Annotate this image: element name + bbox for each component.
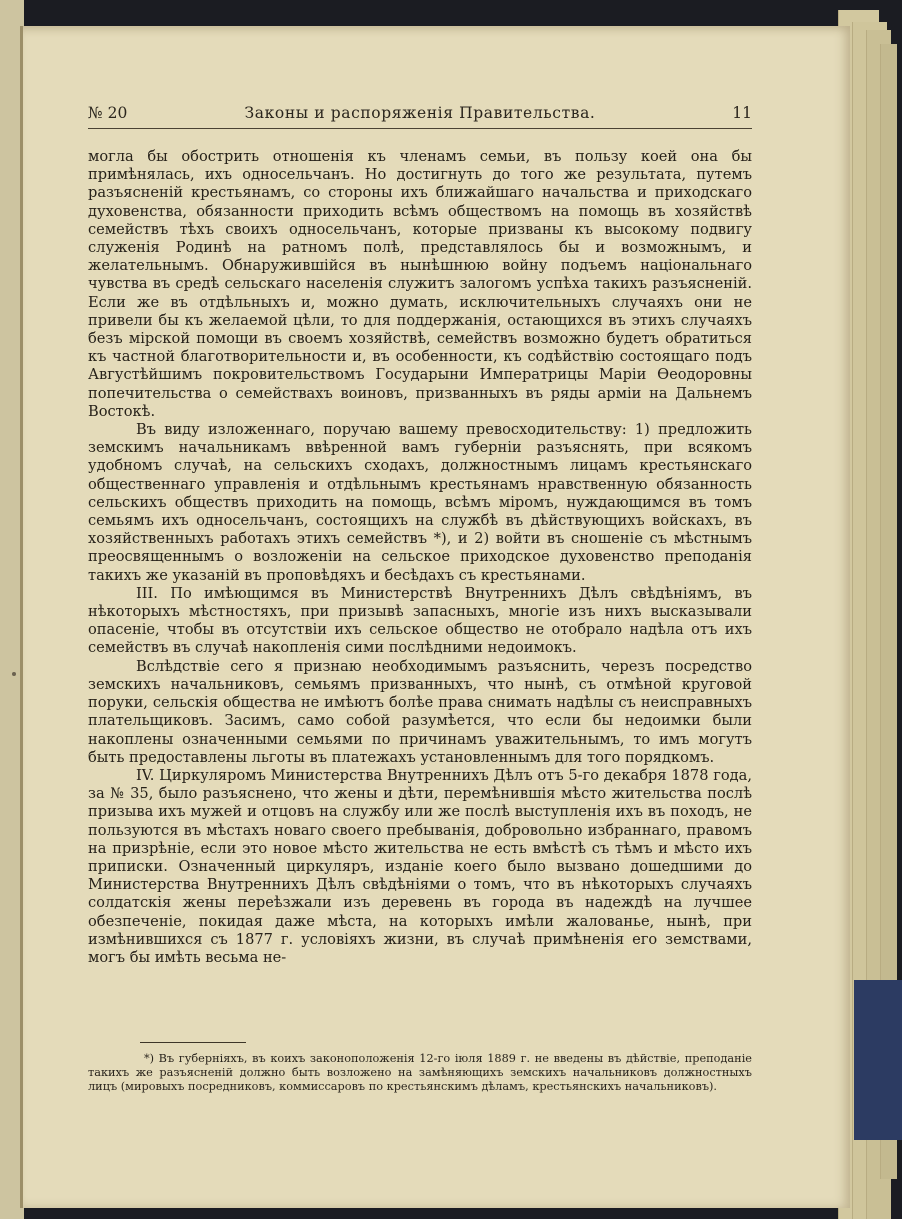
page-number: 11: [732, 104, 752, 122]
footnote-text: *) Въ губерніяхъ, въ коихъ законоположенія 12-го іюля 1889 г. не введены въ дѣйствіе, преподаніе такихъ же разъясненій должно быть возложено на замѣняющихъ земскихъ начальниковъ должностныхъ лицъ (мировыхъ посредниковъ, коммиссаровъ по крестьянскимъ дѣламъ, крестьянскихъ начальниковъ).: [88, 1052, 752, 1094]
paragraph: III. По имѣющимся въ Министерствѣ Внутреннихъ Дѣлъ свѣдѣніямъ, въ нѣкоторыхъ мѣстностяхъ, при призывѣ запасныхъ, многіе изъ нихъ высказывали опасеніе, чтобы въ отсутствіи ихъ сельское общество не отобрало надѣла отъ ихъ семействъ въ случаѣ накопленія сими послѣдними недоимокъ.: [88, 584, 752, 657]
footnote: [88, 1052, 752, 1095]
issue-number: № 20: [88, 104, 128, 122]
header-title: Законы и распоряженія Правительства.: [244, 104, 596, 122]
body-text: [88, 148, 752, 967]
paragraph: могла бы обострить отношенія къ членамъ семьи, въ пользу коей она бы примѣнялась, ихъ односельчанъ. Но достигнуть до того же результата, путемъ разъясненій крестьянамъ, со стороны ихъ ближайшаго начальства и приходскаго духовенства, обязанности приходить всѣмъ обществомъ на помощь въ хозяйствѣ семействъ тѣхъ своихъ односельчанъ, которые призваны къ высокому подвигу служенія Родинѣ на ратномъ полѣ, представлялось бы и возможнымъ, и желательнымъ. Обнаружившійся въ нынѣшнюю войну подъемъ національнаго чувства въ средѣ сельскаго населенія служитъ залогомъ успѣха такихъ разъясненій. Если же въ отдѣльныхъ и, можно думать, исключительныхъ случаяхъ они не привели бы къ желаемой цѣли, то для поддержанія, остающихся въ этихъ случаяхъ безъ мірской помощи въ своемъ хозяйствѣ, семействъ возможно будетъ обратиться къ частной благотворительности и, въ особенности, къ содѣйствію состоящаго подъ Августѣйшимъ покровительствомъ Государыни Императрицы Маріи Ѳеодоровны попечительства о семействахъ воиновъ, призванныхъ въ ряды арміи на Дальнемъ Востокѣ.: [88, 148, 752, 420]
paper-speck: [12, 672, 16, 676]
footnote-rule: [140, 1042, 246, 1043]
header-rule: [88, 128, 752, 129]
paragraph: IV. Циркуляромъ Министерства Внутреннихъ Дѣлъ отъ 5-го декабря 1878 года, за № 35, было разъяснено, что жены и дѣти, перемѣнившія мѣсто жительства послѣ призыва ихъ мужей и отцовъ на службу или же послѣ выступленія ихъ въ походъ, не пользуются въ мѣстахъ новаго своего пребыванія, добровольно избраннаго, правомъ на призрѣніе, если это новое мѣсто жительства не есть вмѣстѣ съ тѣмъ и мѣсто ихъ приписки. Означенный циркуляръ, изданіе коего было вызвано дошедшими до Министерства Внутреннихъ Дѣлъ свѣдѣніями о томъ, что въ нѣкоторыхъ случаяхъ солдатскія жены переѣзжали изъ деревень въ города въ надеждѣ на лучшее обезпеченіе, покидая даже мѣста, на которыхъ имѣли жалованье, нынѣ, при измѣнившихся съ 1877 г. условіяхъ жизни, въ случаѣ примѣненія его земствами, могъ бы имѣть весьма не-: [88, 766, 752, 966]
book-cover-spine: [854, 980, 902, 1140]
paragraph: Вслѣдствіе сего я признаю необходимымъ разъяснить, черезъ посредство земскихъ начальниковъ, семьямъ призванныхъ, что нынѣ, съ отмѣной круговой поруки, сельскія общества не имѣютъ болѣе права снимать надѣлы съ неисправныхъ плательщиковъ. Засимъ, само собой разумѣется, что если бы недоимки были накоплены означенными семьями по причинамъ уважительнымъ, то имъ могутъ быть предоставлены льготы въ платежахъ установленнымъ для того порядкомъ.: [88, 657, 752, 766]
running-header: [88, 104, 752, 126]
paragraph: Въ виду изложеннаго, поручаю вашему превосходительству: 1) предложить земскимъ начальникамъ ввѣренной вамъ губерніи разъяснять, при всякомъ удобномъ случаѣ, на сельскихъ сходахъ, должностнымъ лицамъ крестьянскаго общественнаго управленія и отдѣльнымъ крестьянамъ нравственную обязанность сельскихъ обществъ приходить на помощь, всѣмъ міромъ, нуждающимся въ томъ семьямъ ихъ односельчанъ, состоящихъ на службѣ въ дѣйствующихъ войскахъ, въ хозяйственныхъ работахъ этихъ семействъ *), и 2) войти въ сношеніе съ мѣстнымъ преосвященнымъ о возложеніи на сельское приходское духовенство преподанія такихъ же указаній въ проповѣдяхъ и бесѣдахъ съ крестьянами.: [88, 421, 752, 584]
